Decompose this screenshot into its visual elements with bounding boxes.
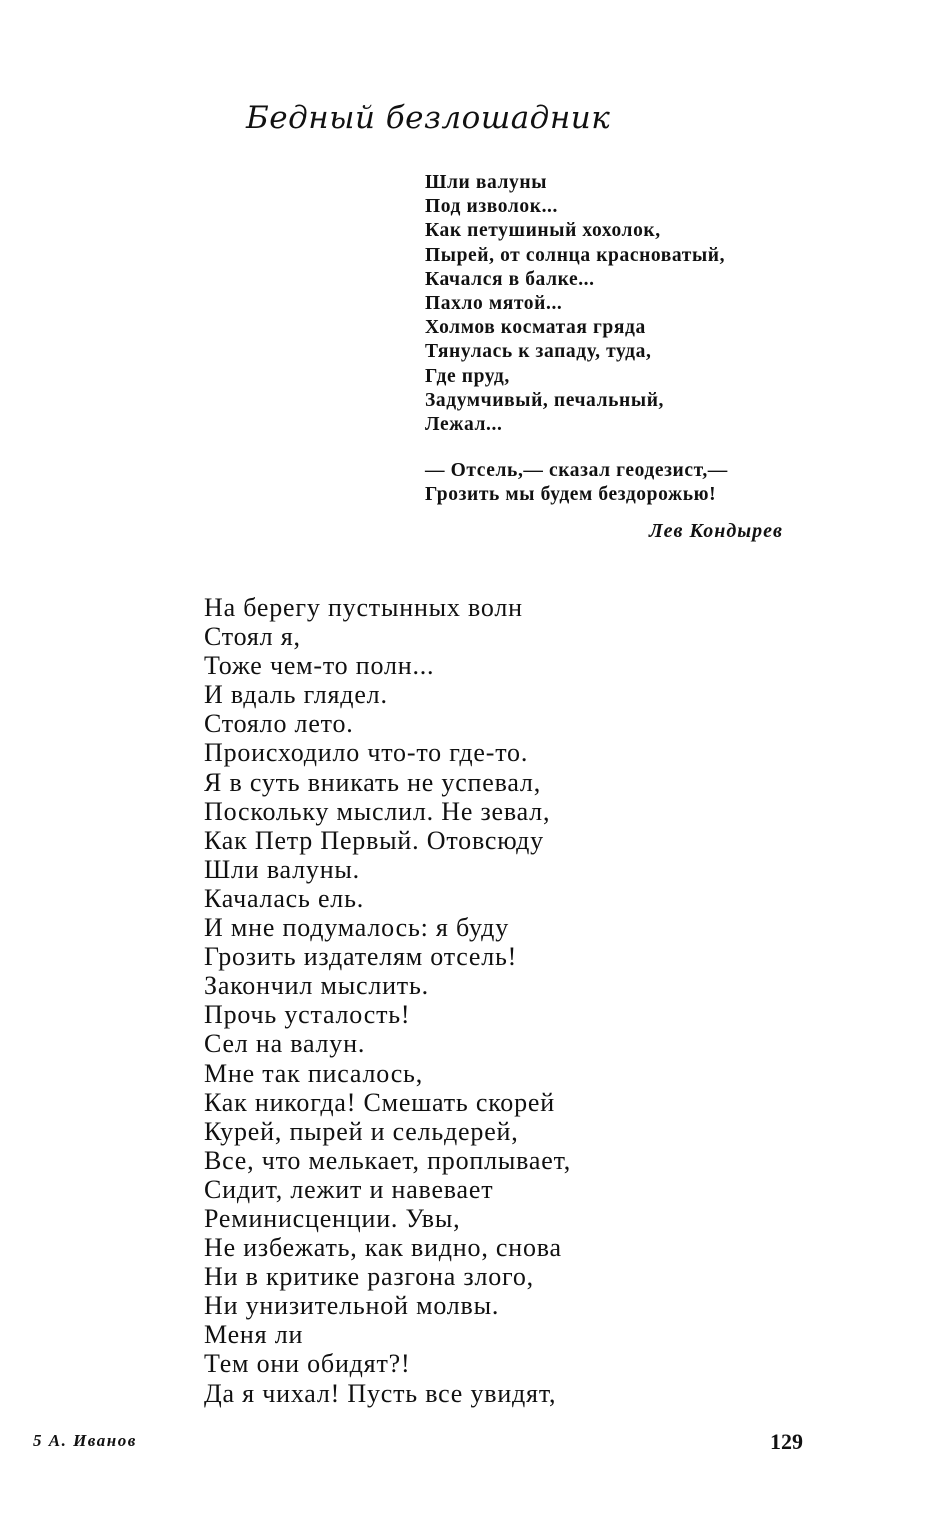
- epigraph-author: Лев Кондырев: [648, 520, 783, 542]
- epigraph-line: Холмов косматая гряда: [425, 317, 646, 339]
- epigraph-stanza-2: [425, 459, 795, 507]
- epigraph-line: Пырей, от солнца красноватый,: [425, 244, 726, 266]
- poem-line: Как никогда! Смешать скорей: [204, 1087, 555, 1117]
- poem-line: Стояло лето.: [204, 709, 354, 739]
- epigraph-line: Грозить мы будем бездорожью!: [425, 484, 717, 506]
- poem-line: Ни унизительной молвы.: [204, 1291, 500, 1321]
- poem-line: Ни в критике разгона злого,: [204, 1262, 534, 1292]
- epigraph-line: Качался в балке...: [425, 268, 595, 290]
- poem-line: Как Петр Первый. Отовсюду: [204, 825, 544, 855]
- poem-line: Сел на валун.: [204, 1029, 366, 1059]
- epigraph-line: Где пруд,: [425, 365, 510, 387]
- poem-line: Не избежать, как видно, снова: [204, 1233, 562, 1263]
- page-number: 129: [770, 1429, 803, 1454]
- footer-signature: 5 А. Иванов: [33, 1431, 137, 1450]
- poem-line: Тем они обидят?!: [204, 1349, 411, 1379]
- epigraph-line: Лежал...: [425, 414, 503, 436]
- poem-line: Стоял я,: [204, 622, 301, 652]
- epigraph-line: Как петушиный хохолок,: [425, 220, 661, 242]
- poem-line: Да я чихал! Пусть все увидят,: [204, 1378, 557, 1408]
- poem-line: Качалась ель.: [204, 883, 365, 913]
- poem-line: Реминисценции. Увы,: [204, 1203, 461, 1233]
- poem-title: Бедный безлошадник: [246, 100, 611, 136]
- epigraph: [425, 171, 795, 508]
- epigraph-line: Пахло мятой...: [425, 293, 563, 315]
- poem-line: Грозить издателям отсель!: [204, 942, 518, 972]
- poem-line: И вдаль глядел.: [204, 680, 388, 710]
- epigraph-line: Шли валуны: [425, 172, 548, 193]
- poem-line: Тоже чем-то полн...: [204, 651, 435, 681]
- poem-line: Мне так писалось,: [204, 1058, 423, 1088]
- poem-line: И мне подумалось: я буду: [204, 913, 510, 943]
- poem-line: Меня ли: [204, 1320, 304, 1350]
- epigraph-line: Под изволок...: [425, 196, 559, 218]
- poem-body: [204, 593, 804, 1408]
- poem-line: Происходило что-то где-то.: [204, 738, 529, 768]
- poem-line: Поскольку мыслил. Не зевал,: [204, 796, 551, 826]
- poem-line: Курей, пырей и сельдерей,: [204, 1116, 519, 1146]
- epigraph-line: Тянулась к западу, туда,: [425, 341, 652, 363]
- epigraph-stanza-1: [425, 171, 795, 437]
- poem-line: На берегу пустынных волн: [204, 593, 523, 622]
- poem-line: Шли валуны.: [204, 854, 360, 884]
- poem-line: Все, что мелькает, проплывает,: [204, 1145, 572, 1175]
- poem-line: Сидит, лежит и навевает: [204, 1174, 494, 1204]
- poem-line: Прочь усталость!: [204, 1000, 411, 1030]
- epigraph-line: — Отсель,— сказал геодезист,—: [425, 460, 728, 482]
- poem-line: Закончил мыслить.: [204, 971, 429, 1001]
- epigraph-line: Задумчивый, печальный,: [425, 389, 665, 411]
- poem-line: Я в суть вникать не успевал,: [204, 767, 541, 797]
